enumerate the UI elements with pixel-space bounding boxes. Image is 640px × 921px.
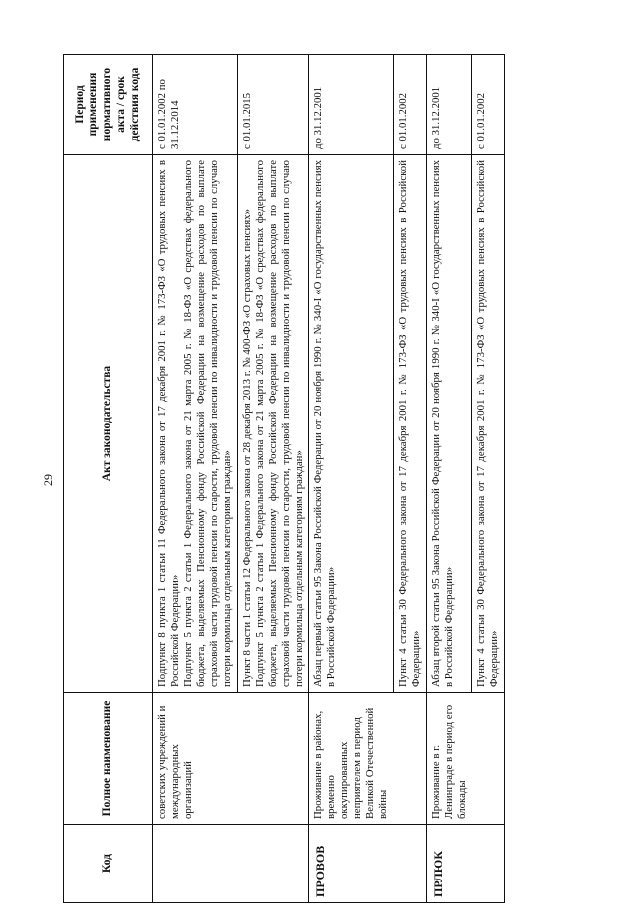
- period-cell: до 31.12.2001: [426, 55, 471, 155]
- act-item: Пункт 4 статьи 30 Федерального закона от 17 декабря 2001 г. № 173-ФЗ «О трудовых пенсиях в Российской Федерации»: [396, 160, 422, 687]
- name-cell: советских учреждений и международных организаций: [153, 693, 238, 825]
- act-cell: [471, 155, 504, 693]
- header-act: Акт законодательства: [64, 155, 153, 693]
- period-cell: с 01.01.2002: [471, 55, 504, 155]
- code-cell: ПРОВОВ: [309, 825, 393, 903]
- header-period: Период применения нормативного акта / срок действия кода: [64, 55, 153, 155]
- header-code: Код: [64, 825, 153, 903]
- table-row: [426, 55, 471, 903]
- code-cell: [471, 825, 504, 903]
- table-row: [153, 55, 238, 903]
- act-item: Подпункт 5 пункта 2 статьи 1 Федерального закона от 21 марта 2005 г. № 18-ФЗ «О средствах федерального бюджета, выделяемых Пенсионному фонду Российской Федерации на возмещение расходов по выплате страховой части трудовой пенсии по старости, трудовой пенсии по инвалидности и трудовой пенсии по случаю потери кормильца отдельным категориям граждан»: [181, 160, 233, 687]
- period-cell: с 01.01.2002 по 31.12.2014: [153, 55, 238, 155]
- name-cell: Проживание в г. Ленинграде в период его блокады: [426, 693, 471, 825]
- act-item: Подпункт 5 пункта 2 статьи 1 Федерального закона от 21 марта 2005 г. № 18-ФЗ «О средствах федерального бюджета, выделяемых Пенсионному фонду Российской Федерации на возмещение расходов по выплате страховой части трудовой пенсии по старости, трудовой пенсии по инвалидности и трудовой пенсии по случаю потери кормильца отдельным категориям граждан»: [253, 160, 305, 687]
- header-full-name: Полное наименование: [64, 693, 153, 825]
- act-item: Абзац второй статьи 95 Закона Российской Федерации от 20 ноября 1990 г. № 340-I «О государственных пенсиях в Российской Федерации»: [429, 160, 455, 687]
- period-cell: до 31.12.2001: [309, 55, 393, 155]
- period-cell: с 01.01.2015: [237, 55, 309, 155]
- act-cell: [426, 155, 471, 693]
- table-row: [237, 55, 309, 903]
- table-row: [309, 55, 393, 903]
- act-item: Пункт 8 части 1 статьи 12 Федерального закона от 28 декабря 2013 г. № 400-ФЗ «О страховых пенсиях»: [240, 208, 253, 687]
- act-cell: [393, 155, 426, 693]
- act-item: Пункт 4 статьи 30 Федерального закона от 17 декабря 2001 г. № 173-ФЗ «О трудовых пенсиях в Российской Федерации»: [474, 160, 500, 687]
- act-cell: [153, 155, 238, 693]
- code-cell: [153, 825, 238, 903]
- page-number: 29: [41, 474, 55, 486]
- act-item: Подпункт 8 пункта 1 статьи 11 Федерального закона от 17 декабря 2001 г. № 173-ФЗ «О трудовых пенсиях в Российской Федерации»: [156, 160, 181, 687]
- table-header-row: [64, 55, 153, 903]
- name-cell: [237, 693, 309, 825]
- act-cell: [309, 155, 393, 693]
- code-cell: [393, 825, 426, 903]
- table-row: [471, 55, 504, 903]
- act-item: Абзац первый статьи 95 Закона Российской Федерации от 20 ноября 1990 г. № 340-I «О государственных пенсиях в Российской Федерации»: [312, 160, 338, 687]
- code-cell: [237, 825, 309, 903]
- name-cell: [393, 693, 426, 825]
- act-cell: [237, 155, 309, 693]
- name-cell: Проживание в районах, временно оккупированных неприятелем в период Великой Отечественной войны: [309, 693, 393, 825]
- code-cell: ПРЛЮК: [426, 825, 471, 903]
- rotated-page-content: [63, 55, 535, 903]
- table-row: [393, 55, 426, 903]
- codes-table: [63, 54, 505, 903]
- period-cell: с 01.01.2002: [393, 55, 426, 155]
- name-cell: [471, 693, 504, 825]
